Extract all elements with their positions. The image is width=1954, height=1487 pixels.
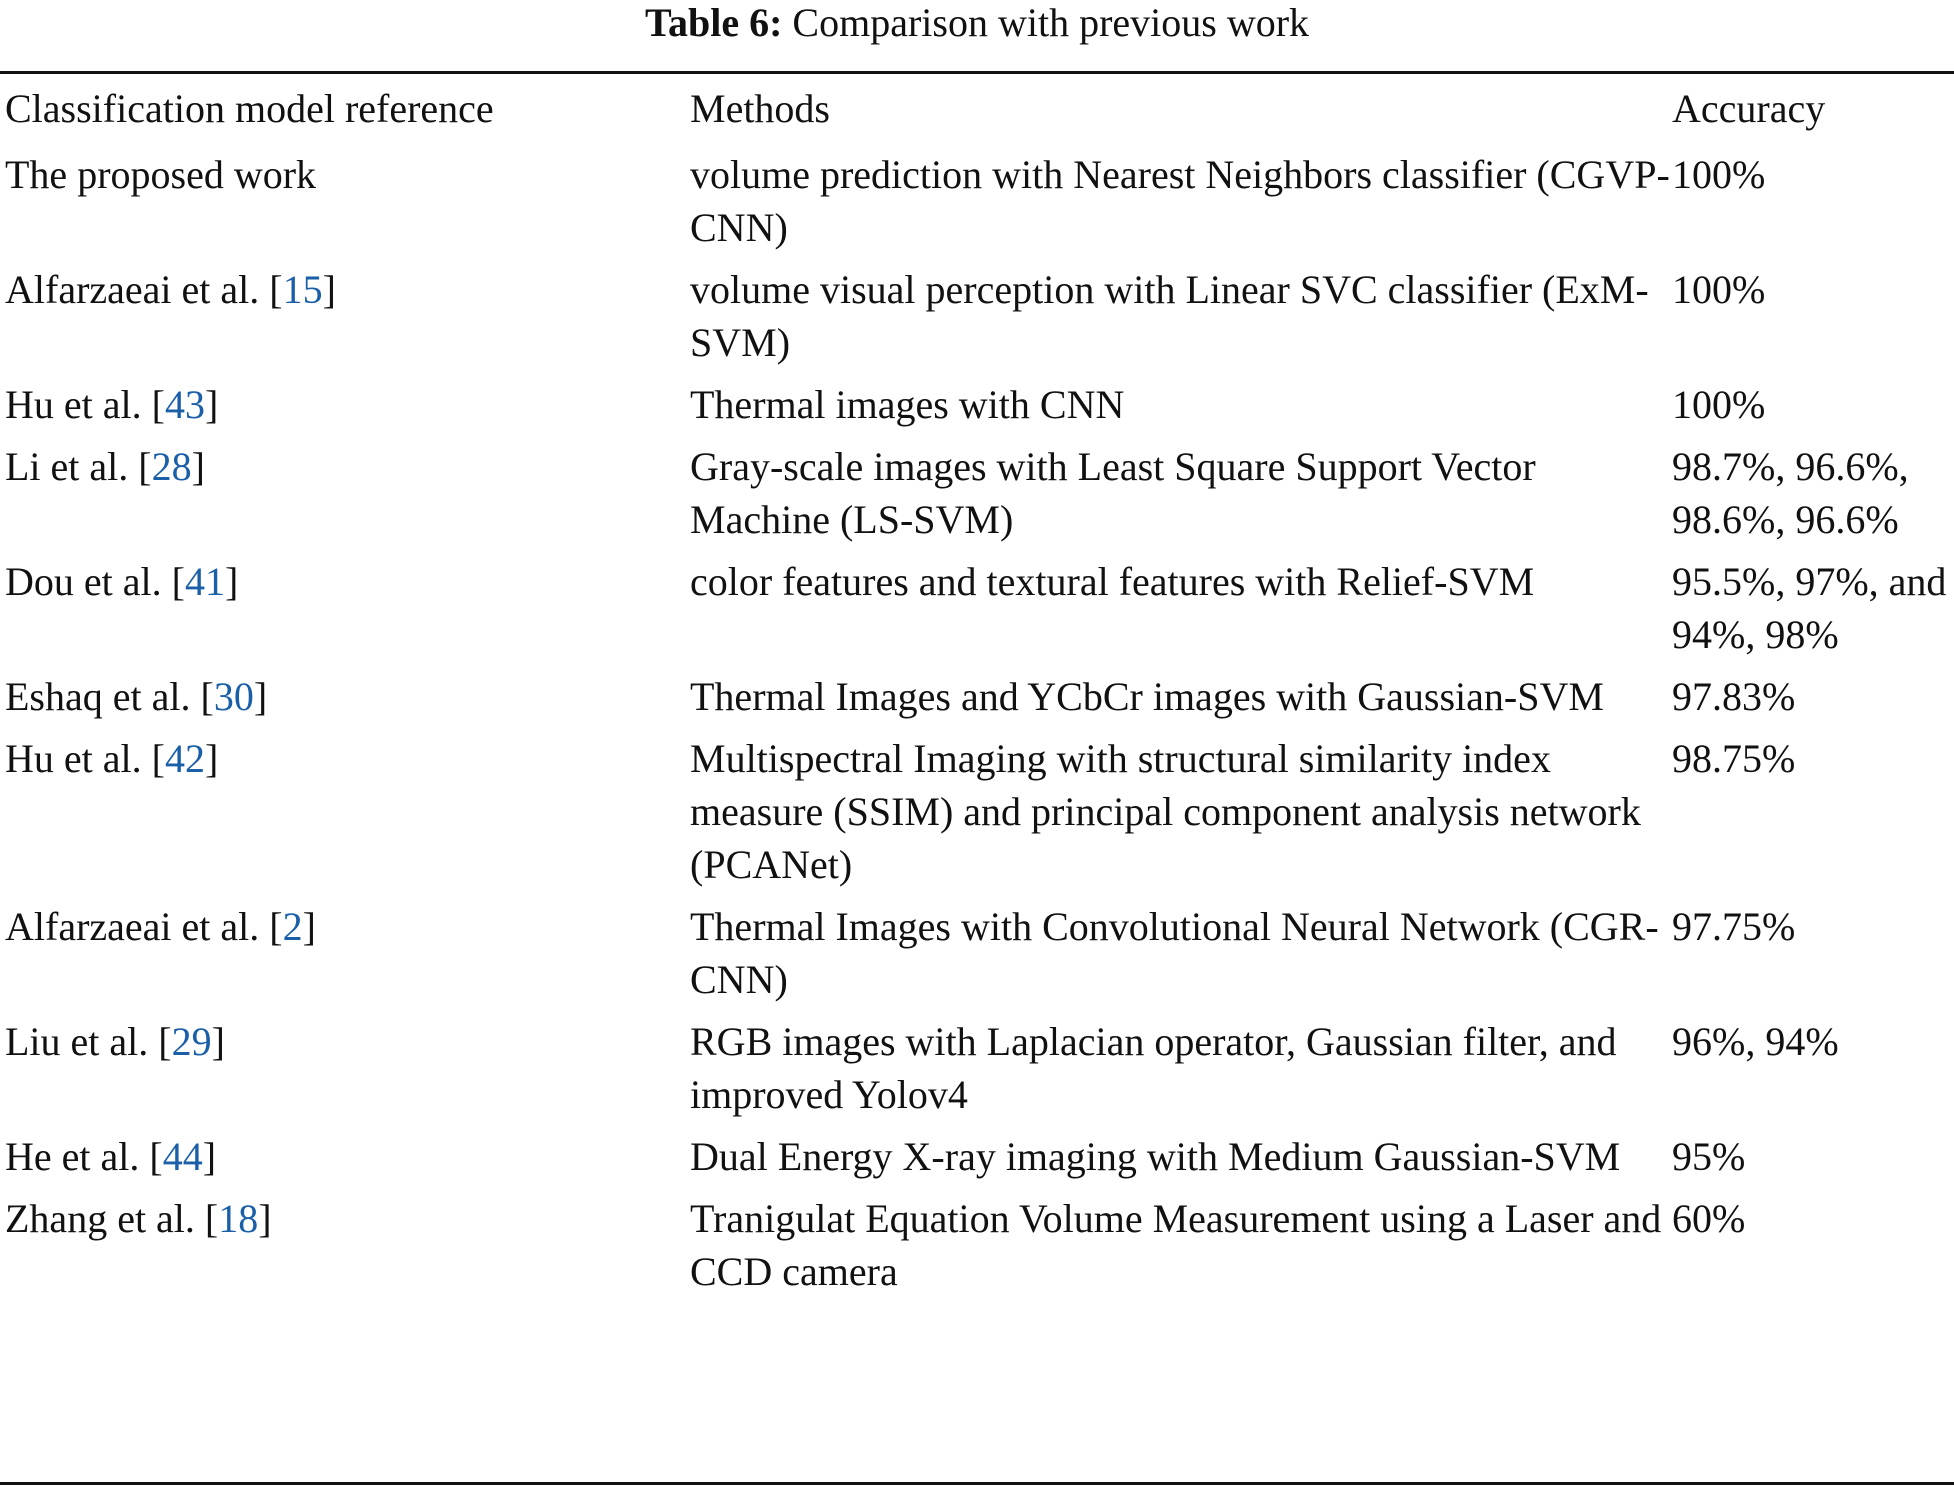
table-row [0, 1015, 1954, 1130]
accuracy-cell: 60% [1672, 1196, 1746, 1241]
accuracy-cell: 100% [1672, 382, 1766, 427]
reference-name: The proposed work [5, 152, 317, 197]
header-accuracy: Accuracy [1672, 86, 1826, 131]
reference-name: Alfarzaeai et al. [5, 904, 260, 949]
reference-cell: He et al. [44] [5, 1134, 217, 1179]
table-row [0, 1192, 1954, 1307]
accuracy-cell: 100% [1672, 152, 1766, 197]
accuracy-cell: 100% [1672, 267, 1766, 312]
accuracy-cell: 98.75% [1672, 736, 1796, 781]
reference-cell: Hu et al. [42] [5, 736, 219, 781]
reference-name: Hu et al. [5, 382, 142, 427]
bottom-rule [0, 1482, 1954, 1485]
accuracy-cell: 97.75% [1672, 904, 1796, 949]
comparison-table [0, 82, 1954, 1307]
reference-cell: Li et al. [28] [5, 444, 205, 489]
citation-link[interactable]: 15 [282, 267, 323, 312]
table-row [0, 732, 1954, 900]
reference-cell [0, 148, 690, 263]
table-row [0, 670, 1954, 732]
citation-link[interactable]: 2 [282, 904, 303, 949]
table-row [0, 263, 1954, 378]
citation-link[interactable]: 18 [218, 1196, 259, 1241]
accuracy-cell: 95.5%, 97%, and 94%, 98% [1672, 559, 1947, 657]
reference-name: Eshaq et al. [5, 674, 191, 719]
table-body [0, 148, 1954, 1307]
accuracy-cell: 96%, 94% [1672, 1019, 1839, 1064]
top-rule [0, 71, 1954, 74]
method-cell: Multispectral Imaging with structural similarity index measure (SSIM) and principal component analysis network (PCANet) [690, 736, 1641, 887]
reference-name: Liu et al. [5, 1019, 149, 1064]
reference-name: Hu et al. [5, 736, 142, 781]
method-cell: Dual Energy X-ray imaging with Medium Gaussian-SVM [690, 1134, 1621, 1179]
method-cell: Gray-scale images with Least Square Support Vector Machine (LS-SVM) [690, 444, 1536, 542]
method-cell: color features and textural features with Relief-SVM [690, 559, 1535, 604]
reference-name: Zhang et al. [5, 1196, 195, 1241]
citation-link[interactable]: 42 [164, 736, 205, 781]
reference-name: Li et al. [5, 444, 129, 489]
accuracy-cell: 98.7%, 96.6%, 98.6%, 96.6% [1672, 444, 1909, 542]
table-row [0, 1130, 1954, 1192]
table-row [0, 555, 1954, 670]
header-methods: Methods [690, 86, 830, 131]
reference-cell: Liu et al. [29] [5, 1019, 225, 1064]
table-caption-text: Comparison with previous work [792, 0, 1310, 45]
citation-link[interactable]: 43 [164, 382, 205, 427]
reference-cell: Hu et al. [43] [5, 382, 219, 427]
method-cell: Tranigulat Equation Volume Measurement using a Laser and CCD camera [690, 1196, 1662, 1294]
reference-name: Dou et al. [5, 559, 162, 604]
reference-cell: Alfarzaeai et al. [15] [5, 267, 336, 312]
reference-cell: Eshaq et al. [30] [5, 674, 268, 719]
table-caption-label: Table 6: [644, 0, 783, 45]
reference-cell: Zhang et al. [18] [5, 1196, 272, 1241]
citation-link[interactable]: 44 [162, 1134, 203, 1179]
header-row [0, 82, 1954, 148]
reference-name: He et al. [5, 1134, 140, 1179]
table-caption [0, 0, 1954, 46]
method-cell: volume prediction with Nearest Neighbors classifier (CGVP-CNN) [690, 152, 1670, 250]
reference-cell: Dou et al. [41] [5, 559, 239, 604]
table-row [0, 148, 1954, 263]
citation-link[interactable]: 28 [151, 444, 192, 489]
method-cell: Thermal Images with Convolutional Neural Network (CGR-CNN) [690, 904, 1659, 1002]
method-cell: RGB images with Laplacian operator, Gaussian filter, and improved Yolov4 [690, 1019, 1617, 1117]
accuracy-cell: 95% [1672, 1134, 1746, 1179]
accuracy-cell: 97.83% [1672, 674, 1796, 719]
method-cell: Thermal Images and YCbCr images with Gaussian-SVM [690, 674, 1604, 719]
method-cell: Thermal images with CNN [690, 382, 1125, 427]
citation-link[interactable]: 30 [213, 674, 254, 719]
header-reference: Classification model reference [5, 86, 494, 131]
citation-link[interactable]: 29 [171, 1019, 212, 1064]
reference-name: Alfarzaeai et al. [5, 267, 260, 312]
table-row [0, 378, 1954, 440]
table-row [0, 440, 1954, 555]
method-cell: volume visual perception with Linear SVC classifier (ExM-SVM) [690, 267, 1649, 365]
citation-link[interactable]: 41 [184, 559, 225, 604]
table-row [0, 900, 1954, 1015]
reference-cell: Alfarzaeai et al. [2] [5, 904, 316, 949]
